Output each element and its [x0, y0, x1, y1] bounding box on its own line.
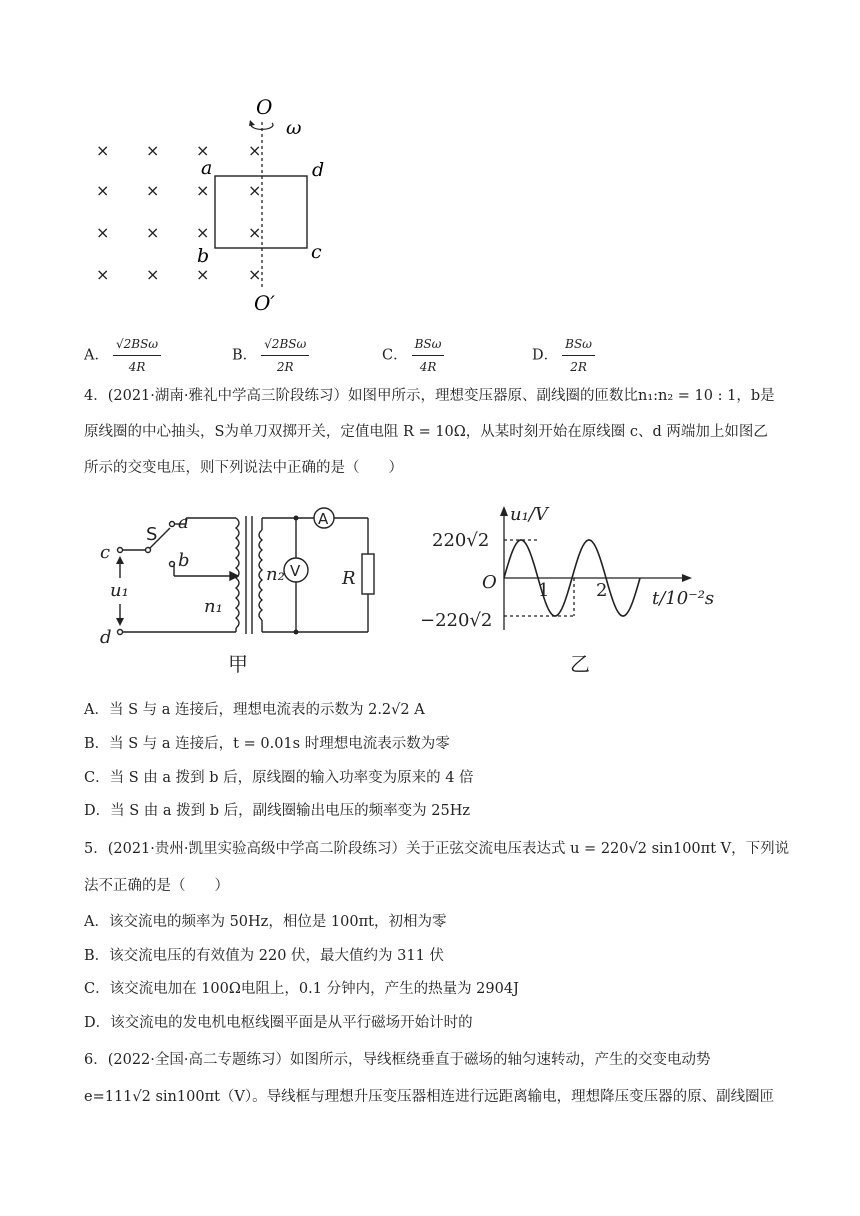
graph-tick-2: 2	[596, 580, 608, 601]
magnetic-field-crosses	[96, 141, 261, 284]
q6-stem-line1: 6．(2022·全国·高二专题练习）如图所示，导线框绕垂直于磁场的轴匀速转动，产生的交变电动势	[84, 1052, 711, 1068]
caption-jia: 甲	[228, 652, 248, 676]
graph-ymin: −220√2	[420, 610, 493, 631]
field-cross: ×	[96, 223, 110, 242]
coil-field-figure	[80, 92, 340, 322]
label-b: b	[197, 245, 210, 267]
q5-option-b: B．该交流电压的有效值为 220 伏，最大值约为 311 伏	[84, 948, 444, 964]
label-O: O	[256, 95, 273, 119]
label-d: d	[312, 159, 325, 181]
field-cross: ×	[196, 181, 210, 200]
q5-stem-line2: 法不正确的是（ ）	[84, 878, 229, 894]
label-u1: u₁	[110, 580, 129, 601]
q3-option-b: B． $\frac{\text{√2BSω}}{2R}$	[232, 334, 309, 377]
q4-option-d: D．当 S 由 a 拨到 b 后，副线圈输出电压的频率变为 25Hz	[84, 803, 470, 819]
field-cross: ×	[248, 223, 262, 242]
field-cross: ×	[146, 223, 160, 242]
field-cross: ×	[248, 265, 262, 284]
field-cross: ×	[146, 265, 160, 284]
field-cross: ×	[196, 141, 210, 160]
q3-option-c: C． $\frac{\text{BSω}}{4R}$	[382, 334, 444, 377]
label-c: c	[311, 241, 322, 263]
field-cross: ×	[96, 141, 110, 160]
q4-option-b: B．当 S 与 a 连接后，t = 0.01s 时理想电流表示数为零	[84, 736, 450, 752]
field-cross: ×	[146, 141, 160, 160]
field-cross: ×	[196, 223, 210, 242]
ammeter-icon: A	[318, 510, 329, 528]
q5-option-c: C．该交流电加在 100Ω电阻上，0.1 分钟内，产生的热量为 2904J	[84, 981, 519, 997]
voltmeter-icon: V	[290, 562, 301, 580]
label-a: a	[178, 512, 189, 533]
q3-option-a: A． $\frac{\text{√2BSω}}{4R}$	[84, 334, 161, 377]
q5-stem-line1: 5．(2021·贵州·凯里实验高级中学高二阶段练习）关于正弦交流电压表达式 u = 220√2 sin100πt V，下列说	[84, 841, 790, 857]
field-cross: ×	[196, 265, 210, 284]
q4-stem-line1: 4．(2021·湖南·雅礼中学高三阶段练习）如图甲所示，理想变压器原、副线圈的匝数比n₁:n₂ = 10 : 1，b是	[84, 388, 775, 404]
label-O-prime: O′	[254, 291, 275, 315]
q4-option-c: C．当 S 由 a 拨到 b 后，原线圈的输入功率变为原来的 4 倍	[84, 770, 474, 786]
graph-xlabel: t/10⁻²s	[652, 588, 715, 609]
label-d: d	[100, 627, 112, 648]
field-cross: ×	[248, 181, 262, 200]
label-n1: n₁	[204, 596, 223, 617]
q4-option-a: A．当 S 与 a 连接后，理想电流表的示数为 2.2√2 A	[84, 702, 425, 718]
graph-tick-1: 1	[538, 580, 550, 601]
label-c: c	[100, 542, 111, 563]
graph-origin: O	[482, 572, 497, 593]
voltage-graph-figure	[420, 500, 720, 670]
label-n2: n₂	[266, 564, 285, 585]
q3-option-d: D． $\frac{\text{BSω}}{2R}$	[532, 334, 595, 377]
field-cross: ×	[248, 141, 262, 160]
field-cross: ×	[96, 265, 110, 284]
graph-ymax: 220√2	[432, 530, 490, 551]
caption-yi: 乙	[570, 652, 590, 676]
label-S: S	[146, 524, 158, 545]
q6-stem-line2: e=111√2 sin100πt（V）。导线框与理想升压变压器相连进行远距离输电，理想降压变压器的原、副线圈匝	[84, 1089, 775, 1105]
label-a: a	[201, 157, 213, 179]
q5-option-d: D．该交流电的发电机电枢线圈平面是从平行磁场开始计时的	[84, 1015, 473, 1031]
q4-stem-line3: 所示的交变电压，则下列说法中正确的是（ ）	[84, 460, 403, 476]
label-R: R	[342, 568, 356, 589]
q5-option-a: A．该交流电的频率为 50Hz，相位是 100πt，初相为零	[84, 914, 447, 930]
label-omega: ω	[286, 117, 302, 139]
field-cross: ×	[96, 181, 110, 200]
graph-ylabel: u₁/V	[510, 504, 548, 525]
label-b: b	[178, 550, 190, 571]
q4-stem-line2: 原线圈的中心抽头，S为单刀双掷开关，定值电阻 R = 10Ω，从某时刻开始在原线圈 c、d 两端加上如图乙	[84, 424, 768, 440]
field-cross: ×	[146, 181, 160, 200]
